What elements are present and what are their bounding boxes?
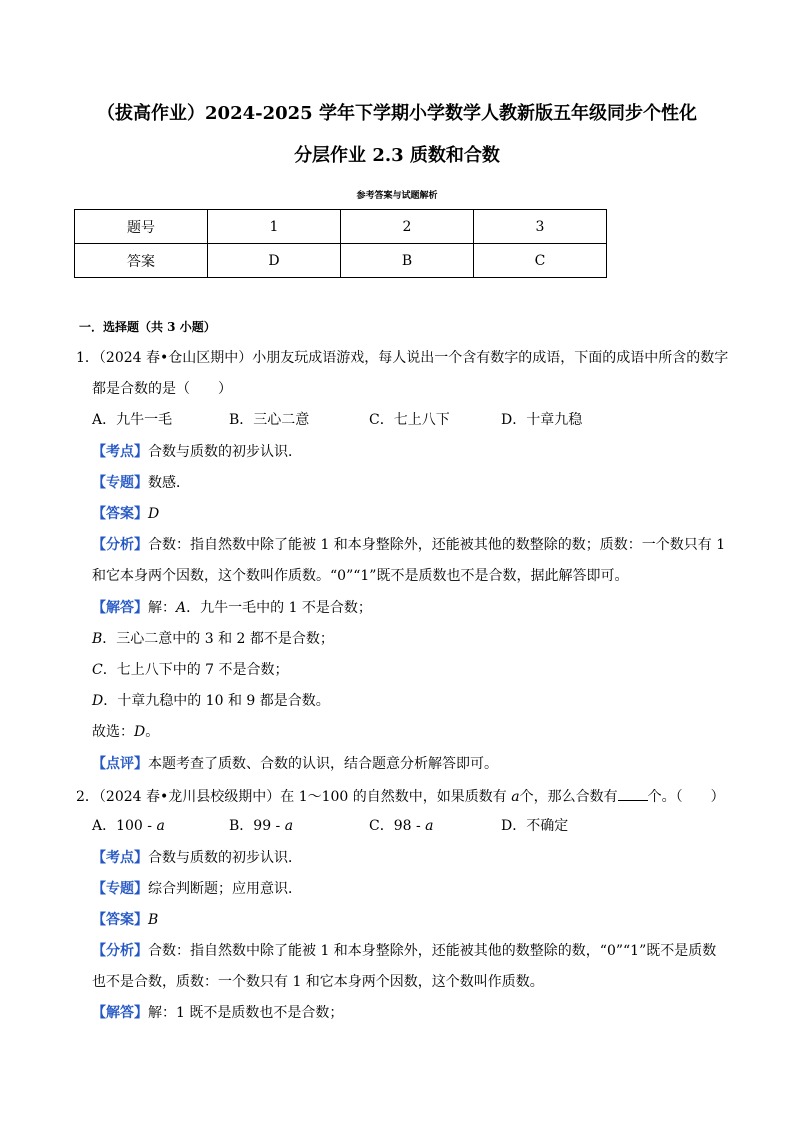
daan-tag: 【答案】 — [92, 506, 148, 522]
kaodian-text: 合数与质数的初步认识． — [148, 850, 302, 866]
q1-jieda-line-1 — [92, 599, 372, 617]
fenxi-text: 合数：指自然数中除了能被 1 和本身整除外，还能被其他的数整除的数；质数：一个数只有 1 — [148, 537, 726, 553]
kaodian-tag: 【考点】 — [92, 444, 148, 460]
q2-fenxi-line-2: 也不是合数，质数：一个数只有 1 和它本身两个因数，这个数叫作质数。 — [92, 974, 544, 990]
variable-a: a — [511, 789, 520, 805]
choice-suffix: 。 — [145, 724, 160, 740]
table-cell: C — [474, 244, 607, 278]
q2-jieda-line-1 — [92, 1004, 343, 1022]
q2-fenxi-line-1 — [92, 942, 716, 960]
jieda-text: 解：1 既不是质数也不是合数； — [148, 1005, 344, 1021]
q1-stem-line-1: 1．（2024 春•仓山区期中）小朋友玩成语游戏，每人说出一个含有数字的成语，下面的成语中所含的数字 — [76, 350, 729, 366]
q1-jieda-line-4 — [92, 692, 330, 710]
fenxi-tag: 【分析】 — [92, 943, 148, 959]
q2-stem — [76, 786, 725, 806]
variable-a: a — [156, 818, 165, 834]
jieda-text: ．七上八下中的 7 不是合数； — [102, 662, 289, 678]
choice-letter: D — [134, 724, 146, 740]
q2-answer — [92, 911, 158, 929]
kaodian-text: 合数与质数的初步认识． — [148, 444, 302, 460]
q1-option-d: D．十章九稳 — [501, 412, 583, 428]
q1-stem-line-2: 都是合数的是（ ） — [92, 381, 232, 397]
answer-table — [74, 209, 607, 278]
table-cell: B — [341, 244, 474, 278]
table-cell: 答案 — [75, 244, 208, 278]
q2-stem-middle: 个，那么合数有 — [519, 789, 618, 805]
q2-stem-prefix: 2．（2024 春•龙川县校级期中）在 1～100 的自然数中，如果质数有 — [76, 789, 512, 805]
jieda-tag: 【解答】 — [92, 600, 148, 616]
variable-a: a — [425, 818, 434, 834]
daan-tag: 【答案】 — [92, 912, 148, 928]
answer-blank — [618, 786, 648, 801]
table-cell: 2 — [341, 210, 474, 244]
table-cell: 1 — [208, 210, 341, 244]
q1-option-c: C．七上八下 — [369, 412, 450, 428]
jieda-text: ．三心二意中的 3 和 2 都不是合数； — [102, 631, 334, 647]
zhuanti-text: 数感． — [148, 475, 190, 491]
dianping-tag: 【点评】 — [92, 756, 148, 772]
answer-letter: B — [148, 912, 159, 928]
q2-option-a — [92, 817, 229, 835]
q1-options — [92, 411, 582, 429]
q1-jieda-line-3 — [92, 661, 289, 679]
zhuanti-text: 综合判断题；应用意识． — [148, 881, 302, 897]
q2-options — [92, 817, 568, 835]
option-label: B．99 - — [229, 818, 285, 834]
option-label: D．不确定 — [501, 818, 569, 834]
table-row — [75, 210, 607, 244]
variable-a: a — [284, 818, 294, 834]
zhuanti-tag: 【专题】 — [92, 881, 148, 897]
option-letter: D — [92, 693, 104, 709]
q2-option-b — [229, 817, 369, 835]
q1-zhuanti — [92, 474, 190, 492]
q1-fenxi-line-2: 和它本身两个因数，这个数叫作质数。“0”“1”既不是质数也不是合数，据此解答即可。 — [92, 568, 629, 584]
q1-choice — [92, 723, 159, 741]
section-heading: 一．选择题（共 3 小题） — [79, 320, 216, 334]
option-letter: C — [92, 662, 103, 678]
jieda-text: ．十章九稳中的 10 和 9 都是合数。 — [103, 693, 330, 709]
q1-dianping — [92, 755, 498, 773]
table-cell: D — [208, 244, 341, 278]
document-title-line-1: （拔高作业）2024-2025 学年下学期小学数学人教新版五年级同步个性化 — [97, 103, 697, 124]
q1-option-a: A．九牛一毛 — [92, 412, 173, 428]
answer-letter: D — [148, 506, 160, 522]
choice-prefix: 故选： — [92, 724, 134, 740]
option-letter: A — [176, 600, 187, 616]
q2-kaodian — [92, 849, 302, 867]
jieda-text: ．九牛一毛中的 1 不是合数； — [186, 600, 372, 616]
fenxi-text: 合数：指自然数中除了能被 1 和本身整除外，还能被其他的数整除的数，“0”“1”既不是质数 — [148, 943, 717, 959]
kaodian-tag: 【考点】 — [92, 850, 148, 866]
fenxi-tag: 【分析】 — [92, 537, 148, 553]
table-cell: 题号 — [75, 210, 208, 244]
q1-option-b: B．三心二意 — [229, 412, 310, 428]
q2-zhuanti — [92, 880, 302, 898]
q1-answer — [92, 505, 159, 523]
option-letter: B — [92, 631, 103, 647]
jieda-prefix: 解： — [148, 600, 176, 616]
table-row — [75, 244, 607, 278]
answer-key-subtitle: 参考答案与试题解析 — [356, 191, 438, 201]
q1-kaodian — [92, 443, 302, 461]
q1-jieda-line-2 — [92, 630, 334, 648]
jieda-tag: 【解答】 — [92, 1005, 148, 1021]
q2-option-d — [501, 817, 568, 835]
table-cell: 3 — [474, 210, 607, 244]
dianping-text: 本题考查了质数、合数的认识，结合题意分析解答即可。 — [148, 756, 498, 772]
document-title-line-2: 分层作业 2.3 质数和合数 — [294, 145, 500, 166]
option-label: C．98 - — [369, 818, 426, 834]
q1-fenxi-line-1 — [92, 536, 725, 554]
q2-stem-suffix: 个。（ ） — [647, 789, 725, 805]
zhuanti-tag: 【专题】 — [92, 475, 148, 491]
q2-option-c — [369, 817, 501, 835]
option-label: A．100 - — [92, 818, 157, 834]
